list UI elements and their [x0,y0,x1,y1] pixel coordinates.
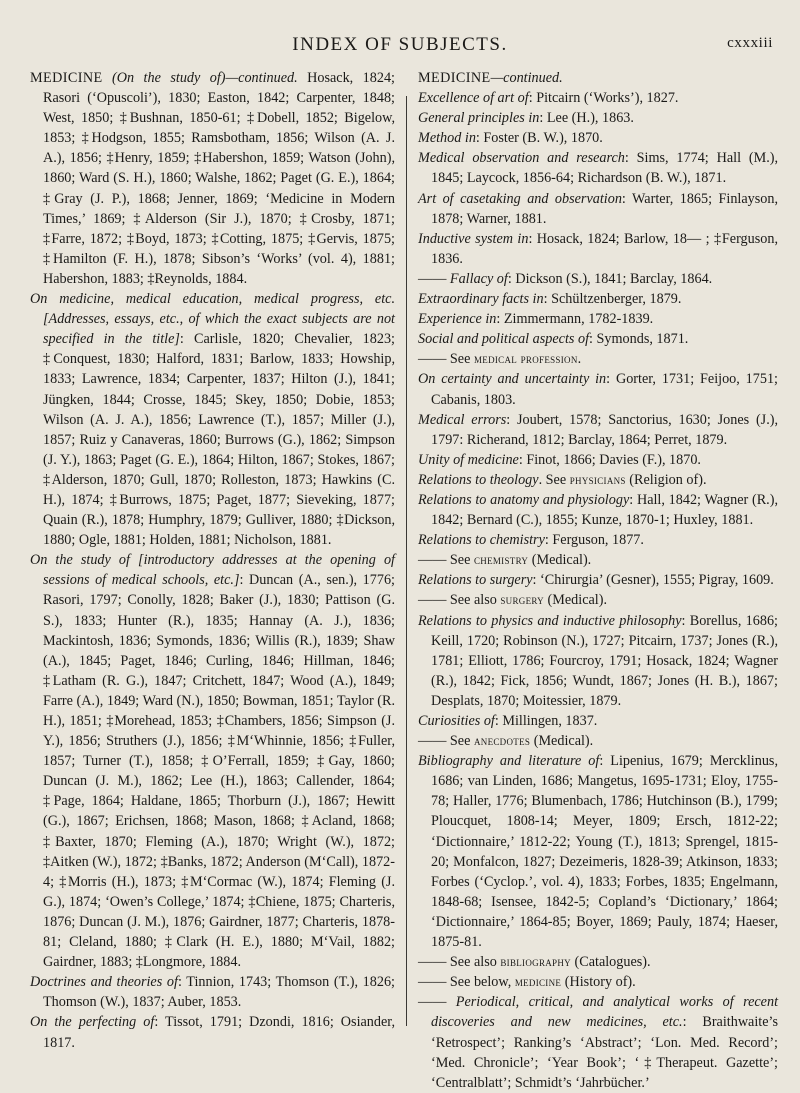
ditto-dash: —— [418,351,447,368]
ditto-dash: —— [418,733,447,750]
entry-subheading: (On the study of)—continued. [112,70,298,86]
cross-reference-link[interactable]: anecdotes [473,733,531,749]
ditto-dash: —— [418,994,447,1011]
ditto-dash: —— [418,270,447,287]
column-divider [406,96,407,1026]
entry-subheading: Relations to chemistry [418,532,545,549]
index-entry [30,1012,395,1052]
index-entry [418,530,778,550]
entry-references: : Warter, 1865; Finlayson, 1878; Warner, 1881. [431,190,779,227]
entry-subheading: Curiosities of [418,713,495,729]
index-entry [418,88,778,108]
entry-subheading: On the perfecting of [30,1014,155,1031]
index-entry [30,550,395,972]
cross-reference-qualifier: (Medical). [530,733,594,750]
cross-reference-qualifier: (Religion of). [625,471,707,488]
entry-subheading: Experience in [418,311,497,328]
entry-subheading: Doctrines and theories of [30,974,178,991]
cross-reference [418,972,778,992]
index-entry [30,972,395,1012]
cross-reference-qualifier: (Medical). [543,592,608,609]
entry-references: : Gorter, 1731; Feijoo, 1751; Cabanis, 1803. [431,371,778,408]
entry-subheading: On certainty and uncertainty in [418,371,607,388]
entry-subheading: Medical errors [418,411,507,428]
index-entry [418,369,778,409]
cross-reference [418,590,778,610]
cross-reference-qualifier: (Catalogues). [570,954,651,971]
entry-subheading: General principles in [418,110,540,127]
cross-reference-qualifier: (Medical). [528,552,592,569]
cross-reference-link[interactable]: bibliography [500,954,571,970]
see-label: See [446,351,474,368]
entry-subheading: On medicine, medical education, medical progress, etc. [30,291,395,308]
ditto-dash: —— [418,552,447,569]
entry-references: : Sims, 1774; Hall (M.), 1845; Laycock, 1856-64; Richardson (B. W.), 1871. [431,150,779,187]
entry-subheading: Excellence of art of [418,90,529,107]
cross-reference-link[interactable]: physicians [569,471,626,487]
entry-references: Hosack, 1824; Rasori (‘Opuscoli’), 1830; Easton, 1842; Carpenter, 1848; West, 1850; ‡Bushnan, 1850-61; ‡Dobell, 1852; Bigelow, 1853; ‡Hodgson, 1855; Ramsbotham, 1856; Wilson (A. J. A.), 1856; ‡Henry, 1859; ‡Habershon, 1859; Watson (John), 1860; Ward (S. H.), 1860; Walshe, 1862; Paget (G. E.), 1864; ‡Gray (J. P.), 1868; Jenner, 1869; ‘Medicine in Modern Times,’ 1869; ‡Alderson (Sir J.), 1870; ‡Crosby, 1871; ‡Farre, 1872; ‡Boyd, 1873; ‡Cotting, 1875; ‡Gervis, 1875; ‡Hamilton (F. H.), 1878; Sibson’s ‘Works’ (vol. 4), 1881; Habershon, 1883; ‡Reynolds, 1884. [43,70,396,287]
index-entry [418,108,778,128]
cross-reference [418,349,778,369]
entry-references: : Symonds, 1871. [589,331,689,348]
see-label: See also [446,954,501,971]
cross-reference [418,550,778,570]
index-entry [418,470,778,490]
entry-references: : Foster (B. W.), 1870. [475,130,603,147]
index-entry [418,611,778,711]
index-entry [418,992,778,1092]
entry-references: : Duncan (A., sen.), 1776; Rasori, 1797; Conolly, 1828; Baker (J.), 1830; Pattison (G. S.), 1833; Hunter (R.), 1835; Hannay (A. J.), 1836; Mackintosh, 1836; Symonds, 1836; Willis (R.), 1839; Shaw (A.), 1845; Paget, 1846; Curling, 1846; Hillman, 1846; ‡Latham (R. G.), 1847; Critchett, 1847; Wood (A.), 1849; Farre (A.), 1849; Ward (N.), 1850; Bowman, 1851; Taylor (R. H.), 1851; ‡Morehead, 1853; ‡Chambers, 1856; Simpson (J. Y.), 1856; Struthers (J.), 1856; ‡M‘Whinnie, 1856; ‡Fuller, 1857; Turner (T.), 1858; ‡O’Ferrall, 1859; ‡Gay, 1860; Duncan (J. M.), 1862; Lee (H.), 1863; Callender, 1864; ‡Page, 1864; Haldane, 1865; Thorburn (J.), 1867; Hewitt (G.), 1867; Erichsen, 1868; Mason, 1868; ‡Acland, 1868; ‡Baxter, 1870; Fleming (A.), 1870; Wright (W.), 1872; ‡Aitken (W.), 1872; ‡Banks, 1872; Anderson (M‘Call), 1872-4; ‡Morris (H.), 1873; ‡M‘Cormac (W.), 1874; Fleming (J. G.), 1874; ‘Owen’s College,’ 1874; ‡Chiene, 1875; Charteris, 1876; Duncan (J. M.), 1876; Gairdner, 1877; Charteris, 1878-81; Cleland, 1880; ‡Clark (H. E.), 1880; M‘Vail, 1882; Gairdner, 1883; ‡Longmore, 1884. [43,572,395,971]
index-entry [418,229,778,269]
page-number: cxxxiii [727,35,773,51]
entry-references: : Millingen, 1837. [494,713,598,729]
see-label: See below, [446,974,515,991]
see-label: See [446,733,474,750]
entry-subheading: Relations to theology [418,471,539,488]
see-label: See [446,552,474,569]
ditto-dash: —— [418,954,447,971]
cross-reference-link[interactable]: medicine [514,974,562,990]
index-entry [30,289,395,550]
cross-reference [418,952,778,972]
index-entry [30,68,395,289]
ditto-dash: —— [418,592,447,609]
entry-heading: MEDICINE [30,70,103,86]
entry-references: : Lee (H.), 1863. [539,110,634,127]
entry-note: [introductory addresses at the opening of sessions of medical schools, etc.] [43,552,395,589]
entry-subheading: Inductive system in [418,230,529,247]
entry-subheading: On the study of [30,552,130,569]
entry-references: : Schültzenberger, 1879. [543,291,682,308]
cross-reference-link[interactable]: chemistry [473,552,529,568]
cross-reference-link[interactable]: surgery [500,592,544,608]
entry-references: : Zimmermann, 1782-1839. [496,311,654,328]
index-entry [418,269,778,289]
see-label: See also [446,592,501,609]
index-entry [418,410,778,450]
entry-references: : Joubert, 1578; Sanctorius, 1630; Jones (J.), 1797: Richerand, 1812; Barclay, 1864; Perret, 1879. [431,411,779,448]
entry-references: : Dickson (S.), 1841; Barclay, 1864. [507,270,713,287]
index-entry [418,751,778,952]
left-column [30,68,395,1053]
index-entry [418,128,778,148]
page-header [0,34,800,58]
cross-reference-qualifier: . [577,351,582,368]
entry-subheading: Fallacy of [449,270,508,287]
see-label: . See [538,471,570,488]
entry-references: : Hosack, 1824; Barlow, 18— ; ‡Ferguson, 1836. [431,230,778,267]
index-entry [418,289,778,309]
entry-subheading: Medical observation and research [418,150,625,167]
index-entry [418,68,778,88]
cross-reference-link[interactable]: medical profession [473,351,578,367]
entry-references: : ‘Chirurgia’ (Gesner), 1555; Pigray, 1609. [532,572,774,589]
index-entry [418,309,778,329]
cross-reference [418,731,778,751]
entry-references: : Lipenius, 1679; Mercklinus, 1686; van Linden, 1686; Mangetus, 1695-1731; Eloy, 1755-78; Haller, 1776; Blumenbach, 1786; Hutchinson (B.), 1799; Ploucquet, 1808-14; Meyer, 1809; Ersch, 1812-22; ‘Dictionnaire,’ 1812-22; Young (T.), 1813; Sprengel, 1815-20; Monfalcon, 1827; Dezeimeris, 1828-39; Atkinson, 1833; Forbes (‘Cyclop.’, vol. 4), 1833; Forbes, 1835; Engelmann, 1848-68; Isensee, 1842-5; Copland’s ‘Dictionary,’ 1864; ‘Dictionnaire,’ 1864-85; Boyer, 1869; Pauly, 1874; Haeser, 1875-81. [431,753,778,951]
entry-references: : Borellus, 1686; Keill, 1720; Robinson (N.), 1727; Pitcairn, 1737; Jones (R.), 1781; Elliott, 1786; Fourcroy, 1791; Hosack, 1824; Wagner (R.), 1842; Fick, 1856; Wundt, 1867; Jones (H. B.), 1867; Desplats, 1870; Moitessier, 1879. [431,612,779,709]
entry-subheading: Method in [418,130,476,147]
entry-subheading: Extraordinary facts in [418,291,544,308]
index-entry [418,189,778,229]
entry-references: : Hall, 1842; Wagner (R.), 1842; Bernard (C.), 1855; Kunze, 1870-1; Huxley, 1881. [431,491,778,529]
index-entry [418,711,778,731]
index-entry [418,329,778,349]
entry-references: : Carlisle, 1820; Chevalier, 1823; ‡Conquest, 1830; Halford, 1831; Barlow, 1833; Howship, 1833; Lawrence, 1834; Carpenter, 1837; Hilton (J.), 1841; Jüngken, 1844; Crosse, 1845; Skey, 1850; Dobie, 1853; Wilson (A. J. A.), 1856; Lawrence (T.), 1857; Miller (J.), 1857; Ruiz y Canaveras, 1860; Burrows (G.), 1862; Simpson (J. Y.), 1863; Paget (G. E.), 1864; Hilton, 1867; Stokes, 1867; ‡Alderson, 1870; Gull, 1870; Rolleston, 1873; Hawkins (C. H.), 1874; ‡Burrows, 1875; Paget, 1877; Sieveking, 1877; Quain (R.), 1878; Humphry, 1879; Gulliver, 1880; ‡Dickson, 1880; Ogle, 1881; Holden, 1881; Nicholson, 1881. [43,331,395,549]
index-entry [418,490,778,530]
index-entry [418,450,778,470]
entry-subheading: Relations to physics and inductive philosophy [418,612,682,629]
ditto-dash: —— [418,974,447,991]
entry-subheading: Bibliography and literature of [418,753,600,770]
cross-reference-qualifier: (History of). [561,974,636,991]
entry-subheading: Relations to anatomy and physiology [418,491,630,508]
entry-subheading: Social and political aspects of [418,331,590,348]
right-column [418,68,778,1093]
entry-subheading: Relations to surgery [418,572,533,589]
entry-subheading: Periodical, critical, and analytical works of recent discoveries and new medicines, etc. [431,994,779,1031]
index-entry [418,148,778,188]
entry-references: : Braithwaite’s ‘Retrospect’; Ranking’s ‘Abstract’; ‘Lon. Med. Record’; ‘Med. Chronicle’; ‘Year Book’; ‘‡Therapeut. Gazette’; ‘Centralblatt’; Schmidt’s ‘Jahrbücher.’ [431,1014,778,1091]
entry-references: : Finot, 1866; Davies (F.), 1870. [518,451,701,468]
entry-references: : Tinnion, 1743; Thomson (T.), 1826; Thomson (W.), 1837; Auber, 1853. [43,974,395,1011]
entry-references: : Tissot, 1791; Dzondi, 1816; Osiander, 1817. [43,1014,395,1051]
entry-subheading: Art of casetaking and observation [418,190,622,207]
entry-subheading: —continued. [490,70,563,86]
index-entry [418,570,778,590]
entry-references: : Ferguson, 1877. [544,532,644,549]
entry-subheading: Unity of medicine [418,451,519,468]
entry-note: [Addresses, essays, etc., of which the exact subjects are not specified in the title] [43,311,395,348]
entry-heading: MEDICINE [418,70,491,86]
running-title: INDEX OF SUBJECTS. [292,34,508,55]
entry-references: : Pitcairn (‘Works’), 1827. [528,90,679,107]
